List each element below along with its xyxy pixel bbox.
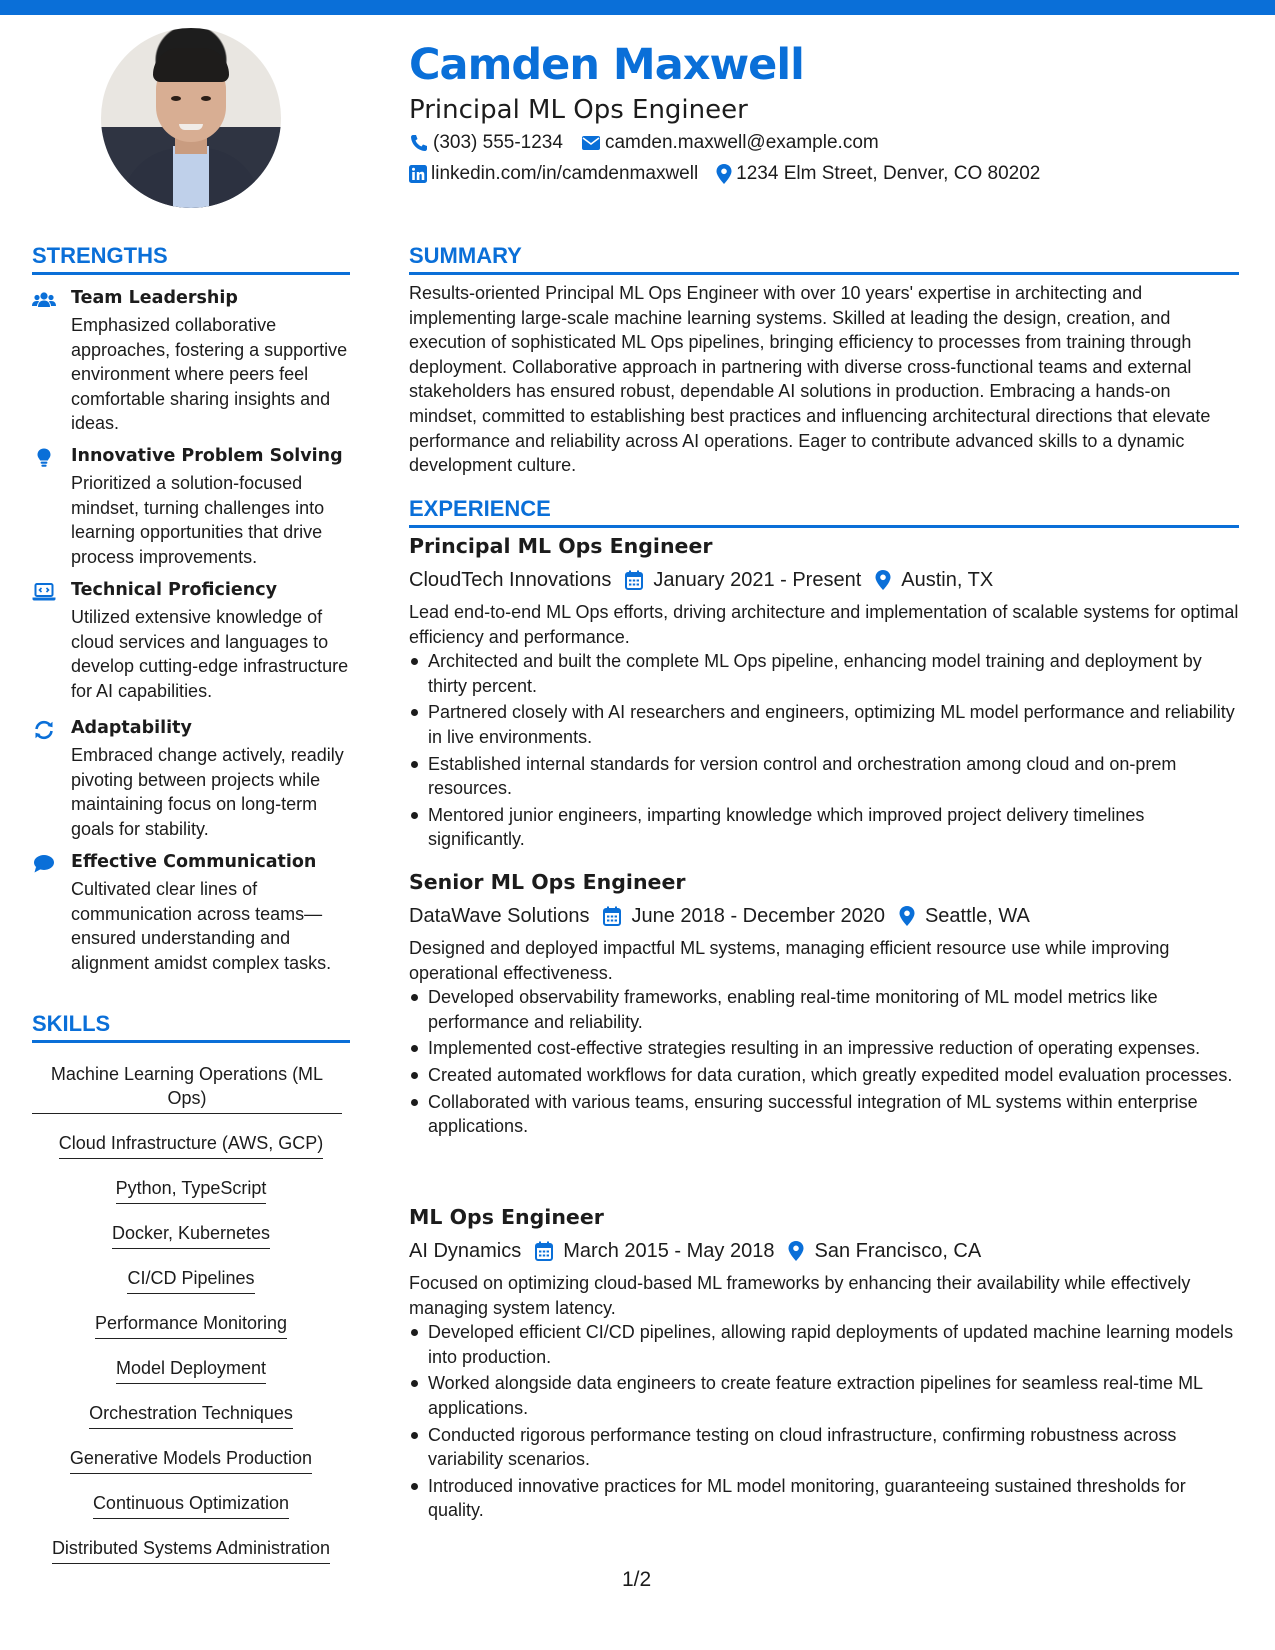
skill-item: CI/CD Pipelines [32,1266,350,1294]
job-description: Designed and deployed impactful ML systems, managing efficient resource use while improving operational effectiveness. [409,938,1170,983]
job-title: Principal ML Ops Engineer [409,534,713,558]
job-company: CloudTech Innovations [409,568,612,591]
skills-rule [32,1040,350,1043]
strengths-rule [32,272,350,275]
job-bullet: Mentored junior engineers, imparting knowledge which improved project delivery timelines significantly. [409,803,1239,852]
skill-item: Orchestration Techniques [32,1401,350,1429]
job-location: Seattle, WA [924,904,1030,927]
job-meta [409,900,1239,932]
skill-item: Distributed Systems Administration [32,1536,350,1564]
experience-heading: EXPERIENCE [409,496,551,521]
users-icon [32,290,56,310]
skill-item: Model Deployment [32,1356,350,1384]
candidate-role: Principal ML Ops Engineer [409,95,748,125]
summary-text: Results-oriented Principal ML Ops Engineer with over 10 years' expertise in architecting and implementing large-scale machine learning systems. Skilled at leading the design, creation, and execution of sophisticated ML Ops pipelines, bringing efficiency to processes from training through deployment. Collaborative approach in partnering with diverse cross-functional teams and external stakeholders has ensured robust, dependable AI solutions in production. Embracing a hands-on mindset, committed to establishing best practices and influencing architectural directions that elevate performance and reliability across AI operations. Eager to contribute advanced skills to a dynamic development culture. [409,283,1211,476]
job-description: Lead end-to-end ML Ops efforts, driving architecture and implementation of scalable systems for optimal efficiency and performance. [409,602,1239,647]
job-company: DataWave Solutions [409,904,590,927]
strength-body: Utilized extensive knowledge of cloud services and languages to develop cutting-edge infrastructure for AI capabilities. [71,607,349,701]
top-accent-bar [0,0,1275,15]
skill-item: Generative Models Production [32,1446,350,1474]
experience-rule [409,525,1239,528]
laptop-code-icon [32,582,56,602]
strength-title: Adaptability [71,718,192,738]
contact-line-2 [409,162,1058,186]
skill-item: Continuous Optimization [32,1491,350,1519]
skill-item: Docker, Kubernetes [32,1221,350,1249]
job-bullet: Conducted rigorous performance testing on cloud infrastructure, confirming robustness across variability scenarios. [409,1423,1239,1472]
job-location: Austin, TX [901,568,994,591]
skill-item: Machine Learning Operations (ML Ops) [32,1062,350,1114]
linkedin-icon [409,165,427,183]
job-dates: March 2015 - May 2018 [563,1239,775,1262]
job-bullet: Established internal standards for version control and orchestration among cloud and on-prem resources. [409,752,1239,801]
contact-phone[interactable] [409,132,563,154]
lightbulb-icon [32,448,56,468]
phone-text: (303) 555-1234 [433,132,563,153]
job-bullets [409,985,1239,1139]
candidate-name: Camden Maxwell [409,40,804,90]
job-bullet: Architected and built the complete ML Ops pipeline, enhancing model training and deployment by thirty percent. [409,649,1239,698]
profile-photo [101,28,281,208]
summary-rule [409,272,1239,275]
map-pin-icon [716,164,732,184]
contact-line-1 [409,131,897,155]
job-meta [409,1235,1239,1267]
skill-item: Cloud Infrastructure (AWS, GCP) [32,1131,350,1159]
strength-title: Technical Proficiency [71,580,277,600]
page-number: 1/2 [622,1568,652,1591]
contact-linkedin[interactable] [409,163,698,185]
job-dates: June 2018 - December 2020 [631,904,885,927]
job-entry [409,534,1239,854]
strength-body: Cultivated clear lines of communication across teams—ensured understanding and alignment amidst complex tasks. [71,879,332,973]
job-bullets [409,649,1239,852]
job-meta [409,564,1239,596]
email-text: camden.maxwell@example.com [604,132,879,153]
job-title: Senior ML Ops Engineer [409,870,686,894]
strengths-heading: STRENGTHS [32,243,168,268]
strength-body: Embraced change actively, readily pivoting between projects while maintaining focus on long-term goals for stability. [71,745,344,839]
map-pin-icon [788,1241,804,1261]
skills-heading: SKILLS [32,1011,111,1036]
job-location: San Francisco, CA [814,1239,982,1262]
calendar-icon [603,906,621,926]
job-dates: January 2021 - Present [653,568,862,591]
job-bullet: Introduced innovative practices for ML model monitoring, guaranteeing sustained thresholds for quality. [409,1474,1239,1523]
strength-body: Prioritized a solution-focused mindset, turning challenges into learning opportunities that drive process improvements. [71,473,325,567]
address-text: 1234 Elm Street, Denver, CO 80202 [736,163,1041,184]
job-bullet: Collaborated with various teams, ensuring successful integration of ML systems within enterprise applications. [409,1090,1239,1139]
skill-item: Python, TypeScript [32,1176,350,1204]
job-bullet: Implemented cost-effective strategies resulting in an impressive reduction of operating expenses. [409,1036,1239,1061]
job-title: ML Ops Engineer [409,1205,604,1229]
job-description: Focused on optimizing cloud-based ML frameworks by enhancing their availability while effectively managing system latency. [409,1273,1191,1318]
summary-heading: SUMMARY [409,243,522,268]
job-company: AI Dynamics [409,1239,522,1262]
map-pin-icon [899,906,915,926]
job-bullet: Developed efficient CI/CD pipelines, allowing rapid deployments of updated machine learning models into production. [409,1320,1239,1369]
map-pin-icon [875,570,891,590]
job-bullet: Developed observability frameworks, enabling real-time monitoring of ML model metrics like performance and reliability. [409,985,1239,1034]
sync-icon [32,720,56,740]
strength-title: Innovative Problem Solving [71,446,343,466]
contact-address [716,163,1040,185]
skill-item: Performance Monitoring [32,1311,350,1339]
strength-title: Effective Communication [71,852,317,872]
phone-icon [409,133,429,153]
calendar-icon [535,1241,553,1261]
linkedin-text: linkedin.com/in/camdenmaxwell [431,163,699,184]
contact-email[interactable] [581,132,879,154]
job-bullets [409,1320,1239,1523]
job-bullet: Created automated workflows for data curation, which greatly expedited model evaluation processes. [409,1063,1239,1088]
job-bullet: Worked alongside data engineers to create feature extraction pipelines for seamless real-time ML applications. [409,1371,1239,1420]
calendar-icon [625,570,643,590]
strength-title: Team Leadership [71,288,238,308]
envelope-icon [581,134,601,152]
job-bullet: Partnered closely with AI researchers and engineers, optimizing ML model performance and reliability in live environments. [409,700,1239,749]
job-entry [409,1205,1239,1525]
job-entry [409,870,1239,1141]
strength-body: Emphasized collaborative approaches, fostering a supportive environment where peers feel comfortable sharing insights and ideas. [71,315,348,434]
comment-icon [32,854,56,874]
